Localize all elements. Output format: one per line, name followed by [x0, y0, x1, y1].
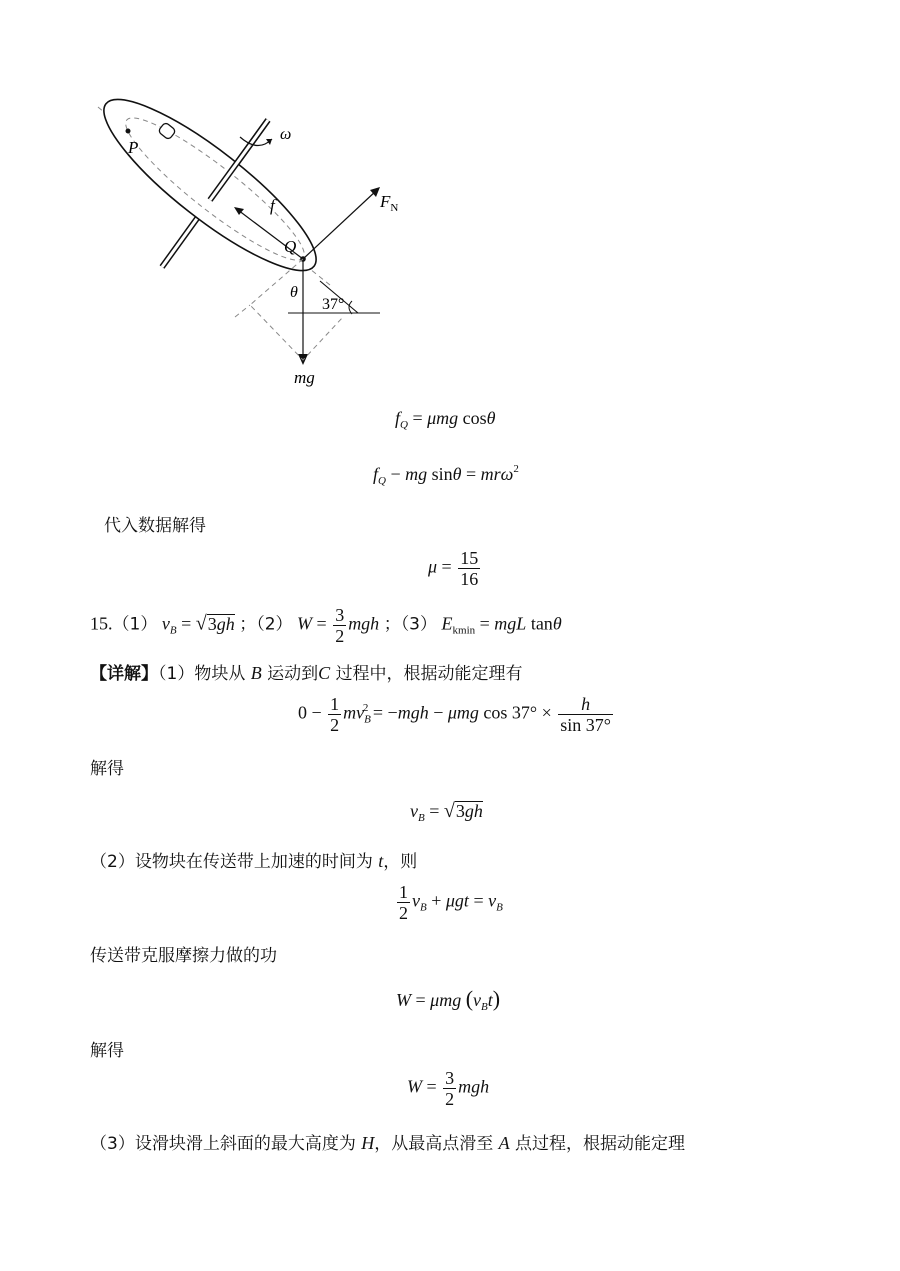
equation-centripetal: $f_Q$ − mg sinθ = mrω$^2$: [373, 463, 519, 487]
label-theta: θ: [290, 284, 298, 301]
part3-text: （3）设滑块滑上斜面的最大高度为 H，从最高点滑至 A 点过程，根据动能定理: [90, 1133, 686, 1154]
belt-work-text: 传送带克服摩擦力做的功: [90, 946, 277, 966]
label-FN: $F_N$: [380, 192, 399, 214]
equation-mu-result: μ = $\frac{15}{16}$: [428, 548, 479, 589]
normal-force-arrow: [303, 190, 377, 259]
text-solve-1: 解得: [90, 759, 124, 779]
equation-work-def: W = μmg $(v_Bt)$: [396, 986, 501, 1013]
label-P: P: [128, 138, 139, 157]
equation-vB-result: $v_B = √3gh$: [410, 800, 483, 824]
label-mg: mg: [294, 368, 315, 387]
equation-acceleration: $\frac{1}{2}$ $v_B + \mu gt = v_B$: [399, 882, 503, 923]
text-substitute-solve: 代入数据解得: [104, 516, 206, 536]
q15-answer-line: 15.（1） $v_B = √3gh$ ；（2） W = $\frac{3}{2}$ mgh ；（3） $E_{kmin}$ = mgL tanθ: [90, 605, 562, 646]
equation-friction-Q: $f_Q = \mu mg$ cosθ: [395, 408, 496, 431]
part2-text: （2）设物块在传送带上加速的时间为 t，则: [90, 851, 418, 872]
equation-W-result: W = $\frac{3}{2}$ mgh: [407, 1068, 490, 1109]
omega-label: ω: [280, 126, 292, 143]
point-P-dot: [126, 129, 131, 134]
equation-energy-BC: 0 − $\frac{1}{2}$ $mv_B^2 = -mgh - \mu mg$ cos 37° × $\frac{h}{\sin 37^\circ}$: [298, 694, 611, 735]
label-f: f: [270, 196, 275, 215]
detail-line-1: 【详解】（1）物块从 B 运动到C 过程中，根据动能定理有: [90, 663, 523, 684]
text-solve-2: 解得: [90, 1041, 124, 1061]
physics-diagram: [90, 95, 410, 395]
label-Q: Q: [284, 237, 297, 256]
label-37-degrees: 37°: [322, 296, 345, 313]
